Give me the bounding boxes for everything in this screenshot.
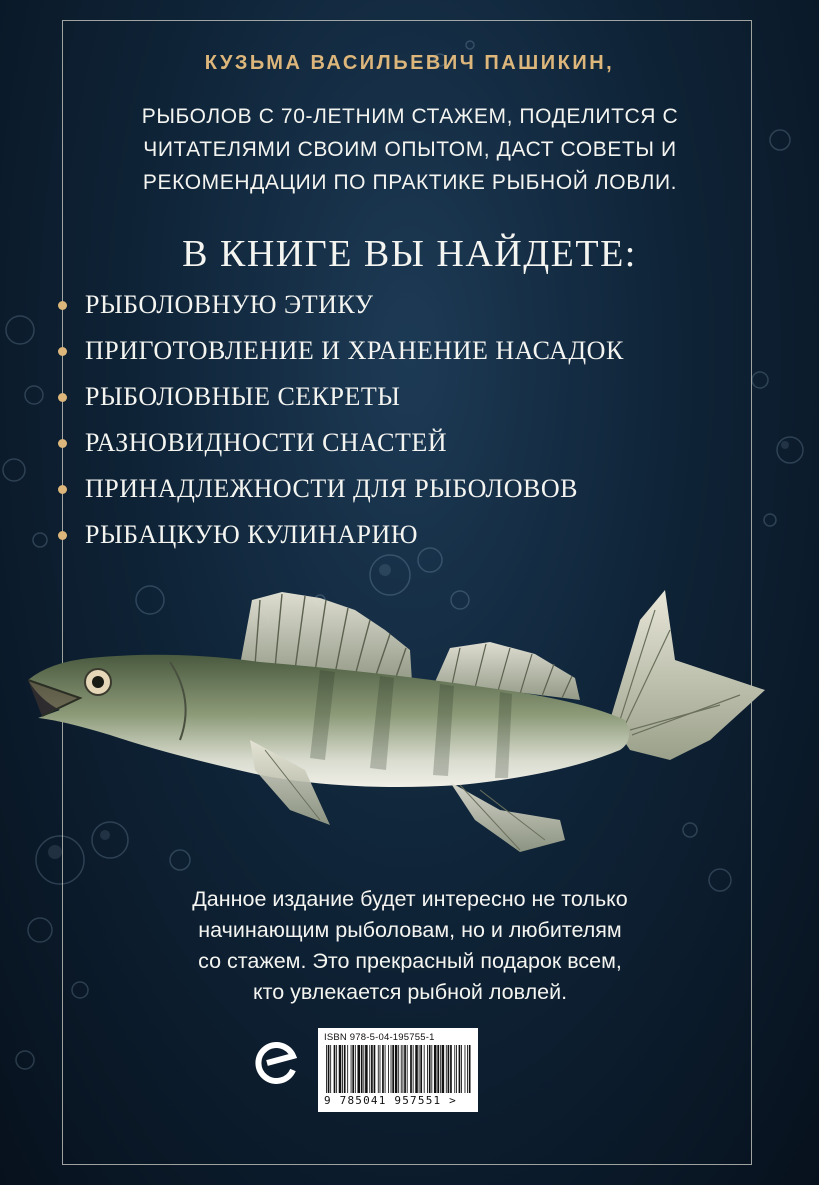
barcode-bar [429,1045,431,1093]
barcode-bar [437,1045,439,1093]
feature-label: РЫБОЛОВНУЮ ЭТИКУ [85,290,374,319]
barcode-bar [420,1045,422,1093]
barcode-bar [461,1045,462,1093]
feature-item [58,420,778,466]
barcode-bar [355,1045,356,1093]
feature-label: ПРИГОТОВЛЕНИЕ И ХРАНЕНИЕ НАСАДОК [85,336,624,365]
barcode-bar [395,1045,398,1093]
bullet-icon [58,485,67,494]
outro-line: кто увлекается рыбной ловлей. [252,980,568,1004]
intro-paragraph [100,100,720,199]
intro-line: РЕКОМЕНДАЦИИ ПО ПРАКТИКЕ РЫБНОЙ ЛОВЛИ. [142,171,678,194]
barcode-bar [440,1045,441,1093]
barcode-bar [357,1045,360,1093]
bullet-icon [58,531,67,540]
feature-item [58,328,778,374]
barcode-bar [336,1045,337,1093]
barcode-bar [339,1045,342,1093]
barcode-bar [369,1045,370,1093]
feature-list [58,282,778,558]
barcode-bar [388,1045,389,1093]
barcode-bar [403,1045,404,1093]
barcode-bar [344,1045,346,1093]
outro-line: со стажем. Это прекрасный подарок всем, [198,949,622,973]
barcode-bar [469,1045,471,1093]
intro-line: ЧИТАТЕЛЯМИ СВОИМ ОПЫТОМ, ДАСТ СОВЕТЫ И [143,138,677,161]
bullet-icon [58,439,67,448]
barcode-bar [465,1045,466,1093]
barcode-bar [448,1045,450,1093]
barcode-bar [419,1045,420,1093]
barcode-bar [467,1045,468,1093]
barcode-bar [382,1045,384,1093]
feature-item [58,466,778,512]
barcode-bar [334,1045,336,1093]
barcode-bar [415,1045,418,1093]
barcode-bar [392,1045,394,1093]
feature-item [58,512,778,558]
zander-fish-illustration [20,570,780,870]
barcode-bar [351,1045,352,1093]
intro-line: РЫБОЛОВ С 70-ЛЕТНИМ СТАЖЕМ, ПОДЕЛИТСЯ С [141,105,679,128]
barcode-bar [431,1045,432,1093]
barcode-bar [410,1045,412,1093]
barcode-bar [342,1045,343,1093]
barcode-bar [391,1045,392,1093]
barcode-bar [413,1045,414,1093]
outro-line: начинающим рыболовам, но и любителям [198,918,622,942]
bullet-icon [58,301,67,310]
closing-paragraph [80,884,740,1008]
barcode-bar [442,1045,445,1093]
author-name: КУЗЬМА ВАСИЛЬЕВИЧ ПАШИКИН, [204,52,615,74]
barcode-bar [385,1045,386,1093]
feature-item [58,282,778,328]
barcode-bar [456,1045,457,1093]
barcode-bar [326,1045,327,1093]
barcode-bar [401,1045,402,1093]
barcode-bar [352,1045,354,1093]
barcode-bar [380,1045,381,1093]
barcode-bar [361,1045,363,1093]
outro-line: Данное издание будет интересно не только [192,887,628,911]
barcode-bar [363,1045,364,1093]
barcode-bar [404,1045,406,1093]
barcode-bar [374,1045,376,1093]
barcode-bar [446,1045,447,1093]
isbn-label: ISBN 978-5-04-195755-1 [324,1032,435,1043]
feature-label: РАЗНОВИДНОСТИ СНАСТЕЙ [85,428,448,457]
section-heading: В КНИГЕ ВЫ НАЙДЕТЕ: [182,233,637,275]
publisher-logo-icon [253,1040,299,1086]
isbn-barcode-block [318,1028,478,1112]
barcode-icon [324,1045,472,1093]
barcode-bar [398,1045,399,1093]
feature-item [58,374,778,420]
barcode-bar [330,1045,331,1093]
bullet-icon [58,347,67,356]
barcode-bar [378,1045,379,1093]
feature-label: РЫБОЛОВНЫЕ СЕКРЕТЫ [85,382,401,411]
isbn-digits: 9 785041 957551 > [324,1094,457,1107]
barcode-bar [459,1045,461,1093]
barcode-bar [371,1045,373,1093]
barcode-bar [454,1045,455,1093]
barcode-bar [450,1045,452,1093]
bullet-icon [58,393,67,402]
barcode-bar [365,1045,368,1093]
barcode-bar [434,1045,437,1093]
barcode-bar [424,1045,425,1093]
barcode-bar [347,1045,348,1093]
barcode-bar [427,1045,428,1093]
barcode-bar [407,1045,408,1093]
feature-label: РЫБАЦКУЮ КУЛИНАРИЮ [85,520,418,549]
feature-label: ПРИНАДЛЕЖНОСТИ ДЛЯ РЫБОЛОВОВ [85,474,578,503]
barcode-bar [328,1045,330,1093]
